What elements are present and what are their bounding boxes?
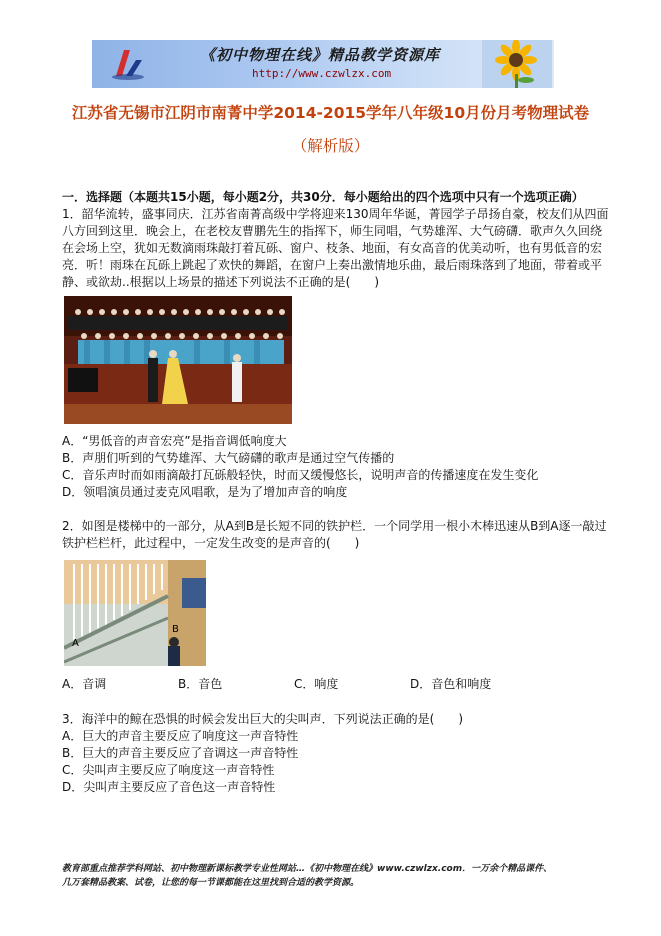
question-2-option-a: A．音调 bbox=[62, 677, 107, 691]
header-banner bbox=[92, 40, 554, 88]
question-1-option-c: C．音乐声时而如雨滴敲打瓦砾般轻快，时而又缓慢悠长，说明声音的传播速度在发生变化 bbox=[62, 468, 539, 482]
sunflower-icon bbox=[482, 40, 552, 88]
question-3-option-b: B．巨大的声音主要反应了音调这一声音特性 bbox=[62, 746, 299, 760]
question-2-option-d: D．音色和响度 bbox=[410, 677, 492, 691]
question-1-option-b: B．声朋们听到的气势雄浑、大气磅礴的歌声是通过空气传播的 bbox=[62, 451, 395, 465]
banner-url: http://www.czwlzx.com bbox=[252, 67, 392, 80]
question-1-stem: 1．韶华流转，盛事同庆．江苏省南菁高级中学将迎来130周年华诞，菁园学子昂扬自豪，校友们从四面八方回到这里．晚会上，在老校友曹鹏先生的指挥下，师生同唱，气势雄浑、大气磅礴．歌声久久回绕在会场上空，犹如无数滴雨珠敲打着瓦砾、窗户、枝条、地面，有女高音的优美动听，也有男低音的宏亮．听！雨珠在瓦砾上跳起了欢快的舞蹈，在窗户上奏出激情地乐曲，最后雨珠落到了地面，带着或平静、或欲劫..根据以上场景的描述下列说法不正确的是( ) bbox=[62, 207, 609, 289]
question-3-stem: 3．海洋中的鲸在恐惧的时候会发出巨大的尖叫声．下列说法正确的是( ) bbox=[62, 712, 464, 726]
footer-line-2: 几万套精品教案、试卷，让您的每一节课都能在这里找到合适的教学资源。 bbox=[62, 878, 360, 888]
railing-label-a: A bbox=[72, 638, 79, 649]
question-1-option-a: A．“男低音的声音宏亮”是指音调低响度大 bbox=[62, 434, 287, 448]
question-2-option-c: C．响度 bbox=[294, 677, 339, 691]
exam-subtitle: （解析版） bbox=[291, 137, 370, 155]
site-logo-icon bbox=[110, 46, 146, 82]
question-2-option-b: B．音色 bbox=[178, 677, 223, 691]
page-footer bbox=[62, 862, 610, 890]
railing-label-b: B bbox=[172, 624, 179, 635]
question-3-option-a: A．巨大的声音主要反应了响度这一声音特性 bbox=[62, 729, 299, 743]
section-heading: 一．选择题（本题共15小题，每小题2分，共30分．每小题给出的四个选项中只有一个选项正确） bbox=[62, 190, 584, 204]
question-3-option-c: C．尖叫声主要反应了响度这一声音特性 bbox=[62, 763, 275, 777]
choir-photo bbox=[64, 296, 292, 424]
question-3-option-d: D．尖叫声主要反应了音色这一声音特性 bbox=[62, 780, 276, 794]
exam-title: 江苏省无锡市江阴市南菁中学2014-2015学年八年级10月份月考物理试卷 bbox=[71, 104, 590, 122]
footer-line-1: 教育部重点推荐学科网站、初中物理新课标教学专业性网站…《初中物理在线》www.czwlzx.com．一万余个精品课件、 bbox=[62, 864, 553, 874]
staircase-railing-photo bbox=[64, 560, 206, 666]
question-1-option-d: D．领唱演员通过麦克风唱歌，是为了增加声音的响度 bbox=[62, 485, 348, 499]
question-2-stem: 2．如图是楼梯中的一部分，从A到B是长短不同的铁护栏．一个同学用一根小木棒迅速从B到A逐一敲过铁护栏栏杆，此过程中，一定发生改变的是声音的( ) bbox=[62, 519, 607, 550]
banner-title: 《初中物理在线》精品教学资源库 bbox=[200, 46, 441, 64]
